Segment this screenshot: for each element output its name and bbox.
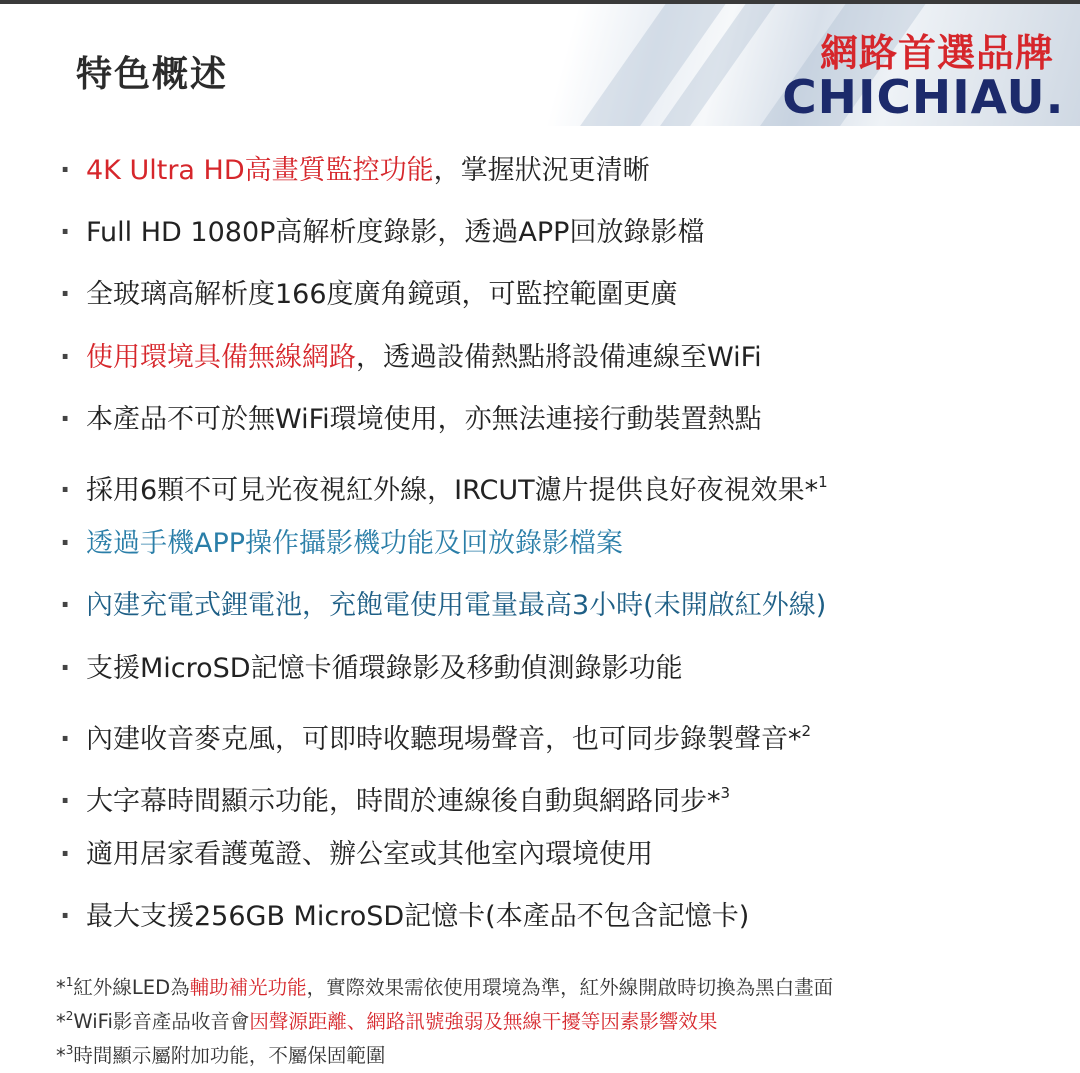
footnote-highlight: 因聲源距離、網路訊號強弱及無線干擾等因素影響效果 <box>249 1010 718 1033</box>
footnote-ref: 2 <box>801 721 812 740</box>
feature-item <box>60 210 1060 272</box>
feature-text: 適用居家看護蒐證、辦公室或其他室內環境使用 <box>86 839 653 871</box>
feature-item <box>60 708 1060 770</box>
feature-item <box>60 894 1060 956</box>
header-banner <box>0 4 1080 126</box>
feature-text: 大字幕時間顯示功能，時間於連線後自動與網路同步* <box>86 785 721 817</box>
bullet: · <box>60 279 71 311</box>
bullet: · <box>60 723 71 755</box>
feature-text: ，透過設備熱點將設備連線至WiFi <box>356 341 762 373</box>
page-title: 特色概述 <box>76 54 229 95</box>
footnote-text: WiFi影音產品收音會 <box>73 1010 250 1033</box>
bullet: · <box>60 474 71 506</box>
feature-text: 本產品不可於無WiFi環境使用，亦無法連接行動裝置熱點 <box>86 403 762 435</box>
footnote-number: 3 <box>65 1043 74 1057</box>
footnote-mark: * <box>56 1044 66 1067</box>
footnote <box>56 1002 1066 1036</box>
feature-text: 最大支援256GB MicroSD記憶卡(本產品不包含記憶卡) <box>86 901 750 933</box>
feature-list <box>60 148 1060 956</box>
brand-logo: CHICHIAU. <box>782 70 1065 124</box>
bullet: · <box>60 785 71 817</box>
feature-item <box>60 272 1060 334</box>
bullet: · <box>60 901 71 933</box>
feature-text: 支援MicroSD記憶卡循環錄影及移動偵測錄影功能 <box>86 652 683 684</box>
feature-item <box>60 335 1060 397</box>
feature-text: Full HD 1080P高解析度錄影，透過APP回放錄影檔 <box>86 217 705 249</box>
feature-text: 內建收音麥克風，可即時收聽現場聲音，也可同步錄製聲音* <box>86 723 802 755</box>
feature-item <box>60 521 1060 583</box>
footnote <box>56 1036 1066 1070</box>
footnote-mark: * <box>56 976 66 999</box>
feature-highlight: 使用環境具備無線網路 <box>86 341 356 373</box>
footnotes <box>56 968 1066 1070</box>
bullet: · <box>60 528 71 560</box>
feature-text: 採用6顆不可見光夜視紅外線，IRCUT濾片提供良好夜視效果* <box>86 474 819 506</box>
bullet: · <box>60 652 71 684</box>
footnote-mark: * <box>56 1010 66 1033</box>
feature-text: 內建充電式鋰電池，充飽電使用電量最高3小時(未開啟紅外線) <box>86 590 827 622</box>
bullet: · <box>60 403 71 435</box>
feature-item <box>60 770 1060 832</box>
feature-item <box>60 583 1060 645</box>
footnote-number: 1 <box>65 975 74 989</box>
footnote <box>56 968 1066 1002</box>
footnote-ref: 1 <box>818 472 828 491</box>
bullet: · <box>60 155 71 186</box>
bullet: · <box>60 341 71 373</box>
feature-item <box>60 646 1060 708</box>
feature-item <box>60 148 1060 210</box>
footnote-text: ，實際效果需依使用環境為準，紅外線開啟時切換為黑白畫面 <box>306 976 834 999</box>
feature-item <box>60 459 1060 521</box>
footnote-text: 紅外線LED為 <box>73 976 190 999</box>
footnote-text: 時間顯示屬附加功能，不屬保固範圍 <box>73 1044 386 1067</box>
footnote-highlight: 輔助補光功能 <box>189 976 307 999</box>
feature-item <box>60 832 1060 894</box>
footnote-number: 2 <box>65 1009 74 1023</box>
feature-text: 透過手機APP操作攝影機功能及回放錄影檔案 <box>86 528 624 560</box>
feature-text: ，掌握狀況更清晰 <box>433 155 650 186</box>
footnote-ref: 3 <box>720 783 731 802</box>
feature-highlight: 4K Ultra HD高畫質監控功能 <box>86 155 434 186</box>
bullet: · <box>60 590 71 622</box>
bullet: · <box>60 217 71 249</box>
feature-item <box>60 397 1060 459</box>
feature-text: 全玻璃高解析度166度廣角鏡頭，可監控範圍更廣 <box>86 279 678 311</box>
brand-slogan: 網路首選品牌 <box>819 31 1054 75</box>
bullet: · <box>60 839 71 871</box>
